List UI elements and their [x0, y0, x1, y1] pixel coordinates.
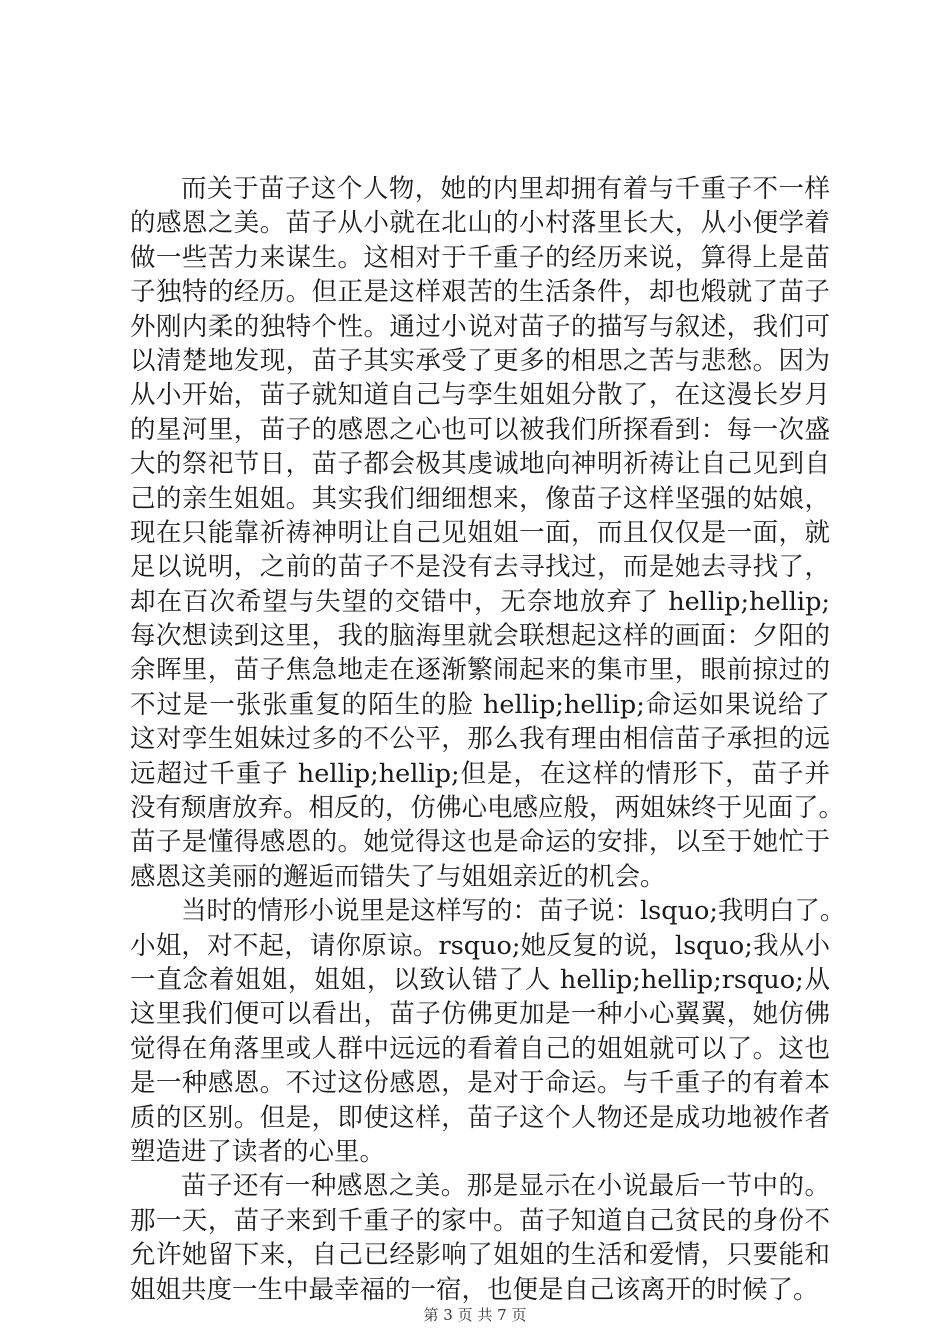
- text-line: 的感恩之美。苗子从小就在北山的小村落里长大，从小便学着: [130, 208, 830, 239]
- text-line: 己的亲生姐姐。其实我们细细想来，像苗子这样坚强的姑娘，: [130, 483, 830, 514]
- text-line: 远超过千重子 hellip;hellip;但是，在这样的情形下，苗子并: [130, 758, 830, 789]
- text-line: 而关于苗子这个人物，她的内里却拥有着与千重子不一样: [181, 174, 830, 204]
- text-line: 不过是一张张重复的陌生的脸 hellip;hellip;命运如果说给了: [130, 689, 830, 720]
- text-line: 一直念着姐姐，姐姐，以致认错了人 hellip;hellip;rsquo;从: [130, 964, 830, 995]
- paragraph-3: [130, 1169, 830, 1307]
- text-line: 是一种感恩。不过这份感恩，是对于命运。与千重子的有着本: [130, 1068, 830, 1099]
- text-line: 余晖里，苗子焦急地走在逐渐繁闹起来的集市里，眼前掠过的: [130, 655, 830, 686]
- text-line: 从小开始，苗子就知道自己与孪生姐姐分散了，在这漫长岁月: [130, 380, 830, 411]
- text-line: 觉得在角落里或人群中远远的看着自己的姐姐就可以了。这也: [130, 1033, 830, 1064]
- paragraph-2: [130, 894, 846, 1169]
- text-line: 当时的情形小说里是这样写的：苗子说：lsquo;我明白了。: [181, 896, 846, 927]
- text-line: 没有颓唐放弃。相反的，仿佛心电感应般，两姐妹终于见面了。: [130, 793, 845, 824]
- text-line: 每次想读到这里，我的脑海里就会联想起这样的画面：夕阳的: [130, 621, 830, 652]
- text-line: 感恩这美丽的邂逅而错失了与姐姐亲近的机会。: [130, 861, 666, 892]
- text-line: 这里我们便可以看出，苗子仿佛更加是一种小心翼翼，她仿佛: [130, 999, 830, 1030]
- text-line: 这对孪生姐妹过多的不公平，那么我有理由相信苗子承担的远: [130, 724, 830, 755]
- text-line: 做一些苦力来谋生。这相对于千重子的经历来说，算得上是苗: [130, 242, 830, 273]
- text-line: 子独特的经历。但正是这样艰苦的生活条件，却也煅就了苗子: [130, 277, 830, 308]
- text-line: 苗子还有一种感恩之美。那是显示在小说最后一节中的。: [181, 1171, 830, 1202]
- text-line: 质的区别。但是，即使这样，苗子这个人物还是成功地被作者: [130, 1102, 830, 1133]
- text-line: 那一天，苗子来到千重子的家中。苗子知道自己贫民的身份不: [130, 1205, 830, 1236]
- text-line: 苗子是懂得感恩的。她觉得这也是命运的安排，以至于她忙于: [130, 827, 830, 858]
- text-line: 外刚内柔的独特个性。通过小说对苗子的描写与叙述，我们可: [130, 311, 830, 342]
- text-line: 大的祭祀节日，苗子都会极其虔诚地向神明祈祷让自己见到自: [130, 449, 830, 480]
- body-text: [130, 172, 846, 1307]
- text-line: 姐姐共度一生中最幸福的一宿，也便是自己该离开的时候了。: [130, 1274, 819, 1305]
- text-line: 却在百次希望与失望的交错中，无奈地放弃了 hellip;hellip;: [130, 586, 830, 617]
- text-line: 塑造进了读者的心里。: [130, 1136, 386, 1167]
- text-line: 小姐，对不起，请你原谅。rsquo;她反复的说，lsquo;我从小: [130, 930, 830, 961]
- text-line: 现在只能靠祈祷神明让自己见姐姐一面，而且仅仅是一面，就: [130, 517, 830, 548]
- paragraph-1: [130, 172, 845, 894]
- text-line: 允许她留下来，自己已经影响了姐姐的生活和爱情，只要能和: [130, 1240, 830, 1271]
- text-line: 足以说明，之前的苗子不是没有去寻找过，而是她去寻找了，: [130, 552, 830, 583]
- text-line: 的星河里，苗子的感恩之心也可以被我们所探看到：每一次盛: [130, 414, 830, 445]
- text-line: 以清楚地发现，苗子其实承受了更多的相思之苦与悲愁。因为: [130, 345, 830, 376]
- page-number-footer: 第 3 页 共 7 页: [423, 1306, 527, 1324]
